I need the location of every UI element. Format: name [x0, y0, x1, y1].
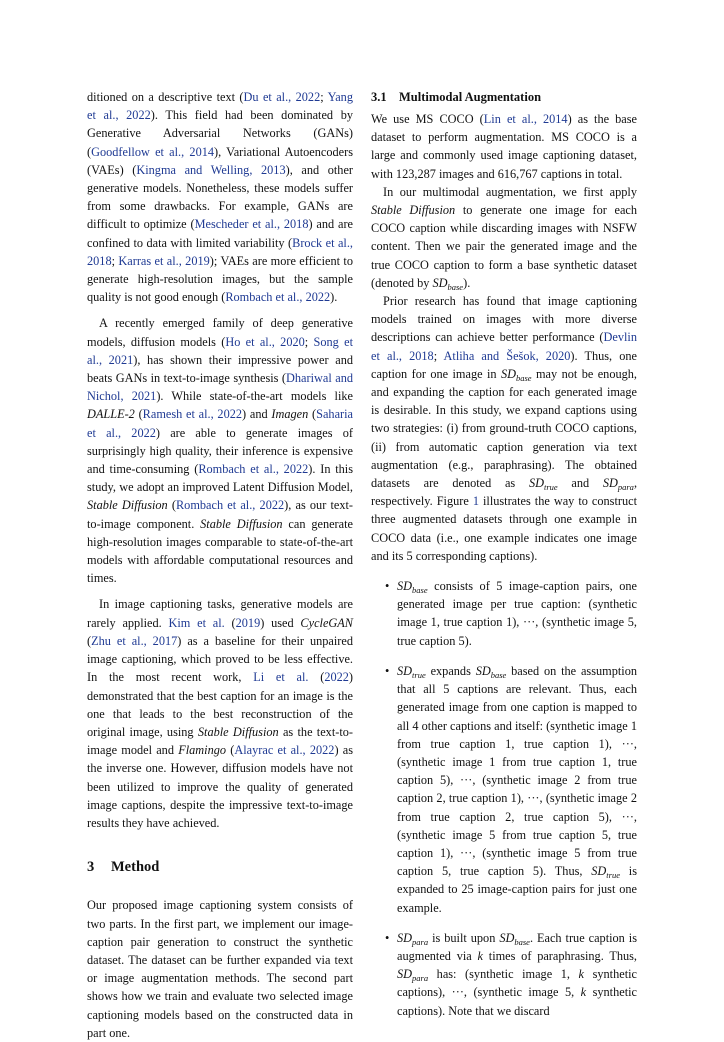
italic-term: Stable Diffusion — [371, 203, 456, 218]
section-title: Method — [111, 859, 160, 876]
math-symbol: $SD_{base}$ — [432, 275, 464, 292]
citation-link[interactable]: Rombach et al., 2022 — [198, 462, 309, 477]
bullet-icon: • — [385, 579, 390, 594]
citation-link[interactable]: Brock et al., 2018 — [87, 235, 353, 268]
italic-term: Flamingo — [178, 743, 227, 758]
italic-term: CycleGAN — [300, 615, 353, 630]
citation-link[interactable]: Lin et al., 2014 — [483, 112, 568, 126]
citation-link[interactable]: Atliha and Šešok, 2020 — [443, 348, 571, 363]
math-symbol: $SD_{para}$ — [602, 476, 634, 493]
citation-link[interactable]: Zhu et al., 2017 — [91, 633, 178, 648]
italic-term: Stable Diffusion — [87, 498, 168, 513]
section-heading — [87, 858, 353, 876]
bullet-text: $SD_{true}$ expands $SD_{base}$ based on the assumption that all 5 captions are relevant. Thus, each generated image from one caption is mapped to all 4 other captions and itself: (synthetic image 1 from true caption 1, true caption 1), ···, (synthetic image 1 from true caption 1, true caption 5), ···, (synthetic image 2 from true caption 2, true caption 1), ···, (synthetic image 2 from true caption 2, true caption 5), ···, (synthetic image 5 from true caption 5, true caption 1), ···, (synthetic image 5 from true caption 5, true caption 5). Thus, $SD_{true}$ is expanded to 25 image-caption pairs for just one example. — [397, 663, 637, 915]
citation-link[interactable]: Rombach et al., 2022 — [175, 498, 285, 513]
citation-link[interactable]: Dhariwal and Nichol, 2021 — [87, 371, 353, 404]
left-paragraph-2: A recently emerged family of deep generative models, diffusion models (Ho et al., 2020; Song et al., 2021), has shown their impressive power and beats GANs in text-to-image synthesis (Dhariwal and Nichol, 2021). While state-of-the-art models like DALLE-2 (Ramesh et al., 2022) and Imagen (Saharia et al., 2022) are able to generate images of surprisingly high quality, their inference is expensive and time-consuming (Rombach et al., 2022). In this study, we adopt an improved Latent Diffusion Model, Stable Diffusion (Rombach et al., 2022), as our text-to-image component. Stable Diffusion can generate high-resolution images comparable to state-of-the-art models with affordable computational resources and times. — [87, 316, 354, 586]
subsection-number: 3.1 — [371, 90, 387, 104]
citation-link[interactable]: Alayrac et al., 2022 — [234, 743, 335, 758]
citation-link[interactable]: Saharia et al., 2022 — [87, 407, 353, 440]
citation-link[interactable]: Ho et al., 2020 — [225, 334, 305, 349]
citation-link[interactable]: 2022 — [324, 670, 349, 685]
left-column — [87, 88, 353, 1042]
bullet-text: $SD_{base}$ consists of 5 image-caption pairs, one generated image per true caption: (synthetic image 1, true caption 1), ···, (synthetic image 5, true caption 5). — [397, 579, 637, 648]
math-symbol: $SD_{para}$ — [397, 930, 429, 947]
italic-term: DALLE-2 — [87, 407, 135, 422]
section-number: 3 — [87, 859, 95, 876]
citation-link[interactable]: Mescheder et al., 2018 — [194, 217, 309, 232]
citation-link[interactable]: Goodfellow et al., 2014 — [91, 144, 215, 159]
bullet-text: $SD_{para}$ is built upon $SD_{base}$. Each true caption is augmented via k times of paraphrasing. Thus, $SD_{para}$ has: (synthetic image 1, k synthetic captions), ···, (synthetic image 5, k synthetic captions). Note that we discard — [397, 930, 638, 1018]
bullet-icon: • — [385, 930, 390, 945]
dataset-bullet-list — [371, 577, 637, 1020]
citation-link[interactable]: Yang et al., 2022 — [87, 90, 353, 123]
math-symbol: $SD_{true}$ — [528, 476, 558, 493]
right-paragraph-3: Prior research has found that image captioning models trained on images with more diverse descriptions can achieve better performance (Devlin et al., 2018; Atliha and Šešok, 2020). Thus, one caption for one image in $SD_{base}$ may not be enough, and expanding the caption for each generated image is desirable. In this study, we expand captions using two strategies: (i) from ground-truth COCO captions, (ii) from automatic caption generation via text augmentation (e.g., paraphrasing). The obtained datasets are denoted as $SD_{true}$ and $SD_{para}$, respectively. Figure 1 illustrates the way to construct three augmented datasets through one example in COCO data (i.e., one example indicates one image and its 5 corresponding captions). — [371, 294, 638, 563]
citation-link[interactable]: Li et al. — [253, 670, 309, 685]
math-symbol: k — [477, 948, 483, 963]
math-symbol: $SD_{true}$ — [591, 864, 620, 881]
bullet-sd-true — [371, 662, 637, 917]
italic-term: Imagen — [271, 407, 309, 422]
citation-link[interactable]: Song et al., 2021 — [87, 334, 353, 367]
math-symbol: k — [580, 985, 587, 1000]
bullet-icon: • — [385, 663, 390, 678]
italic-term: Stable Diffusion — [197, 724, 279, 739]
left-paragraph-1: ditioned on a descriptive text (Du et al., 2022; Yang et al., 2022). This field had been dominated by Generative Adversarial Networks (GANs) (Goodfellow et al., 2014), Variational Autoencoders (VAEs) (Kingma and Welling, 2013), and other generative models. Nonetheless, these models suffer from some drawbacks. For example, GANs are difficult to optimize (Mescheder et al., 2018) and are confined to data with limited variability (Brock et al., 2018; Karras et al., 2019); VAEs are more efficient to generate high-resolution images, but the sample quality is not good enough (Rombach et al., 2022). — [87, 90, 354, 305]
citation-link[interactable]: Rombach et al., 2022 — [225, 290, 331, 305]
math-symbol: $SD_{base}$ — [475, 663, 507, 680]
left-paragraph-4: Our proposed image captioning system consists of two parts. In the first part, we implement our image-caption pair generation to construct the synthetic dataset. The dataset can be further expanded via text or image augmentation methods. The second part shows how we train and evaluate two selected image captioning models based on the constructed data in part one. — [87, 898, 353, 1040]
math-symbol: $SD_{base}$ — [499, 930, 530, 947]
citation-link[interactable]: Kingma and Welling, 2013 — [136, 162, 286, 177]
citation-link[interactable]: Kim et al. — [168, 615, 225, 630]
citation-link[interactable]: Du et al., 2022 — [243, 90, 321, 104]
math-symbol: $SD_{base}$ — [500, 366, 532, 383]
citation-link[interactable]: 1 — [472, 494, 479, 509]
bullet-sd-base — [371, 577, 637, 650]
subsection-title: Multimodal Augmentation — [399, 90, 542, 104]
right-column — [371, 88, 637, 1032]
citation-link[interactable]: Ramesh et al., 2022 — [142, 407, 243, 422]
italic-term: Stable Diffusion — [200, 516, 283, 531]
math-symbol: $SD_{base}$ — [397, 579, 428, 596]
subsection-heading — [371, 88, 637, 106]
left-paragraph-3: In image captioning tasks, generative models are rarely applied. Kim et al. (2019) used CycleGAN (Zhu et al., 2017) as a baseline for their unpaired image captioning, which proved to be less effective. In the most recent work, Li et al. (2022) demonstrated that the best caption for an image is the one that leads to the best reconstruction of the original image, using Stable Diffusion as the text-to-image model and Flamingo (Alayrac et al., 2022) as the inverse one. However, diffusion models have not been utilized to improve the quality of generated image captions, despite the impressive text-to-image results they have achieved. — [87, 597, 354, 830]
bullet-sd-para — [371, 929, 637, 1020]
citation-link[interactable]: 2019 — [235, 615, 261, 630]
citation-link[interactable]: Devlin et al., 2018 — [371, 330, 637, 363]
right-paragraph-2: In our multimodal augmentation, we first apply Stable Diffusion to generate one image for each COCO caption while discarding images with NSFW content. Then we pair the generated image and the true COCO caption to form a base synthetic dataset (denoted by $SD_{base}$). — [371, 184, 638, 292]
math-symbol: k — [578, 967, 585, 982]
math-symbol: $SD_{para}$ — [397, 967, 429, 984]
right-paragraph-1: We use MS COCO (Lin et al., 2014) as the base dataset to perform augmentation. MS COCO is a large and commonly used image captioning dataset, with 123,287 images and 616,767 captions in total. — [371, 112, 637, 181]
citation-link[interactable]: Karras et al., 2019 — [118, 253, 210, 268]
math-symbol: $SD_{true}$ — [397, 663, 426, 680]
